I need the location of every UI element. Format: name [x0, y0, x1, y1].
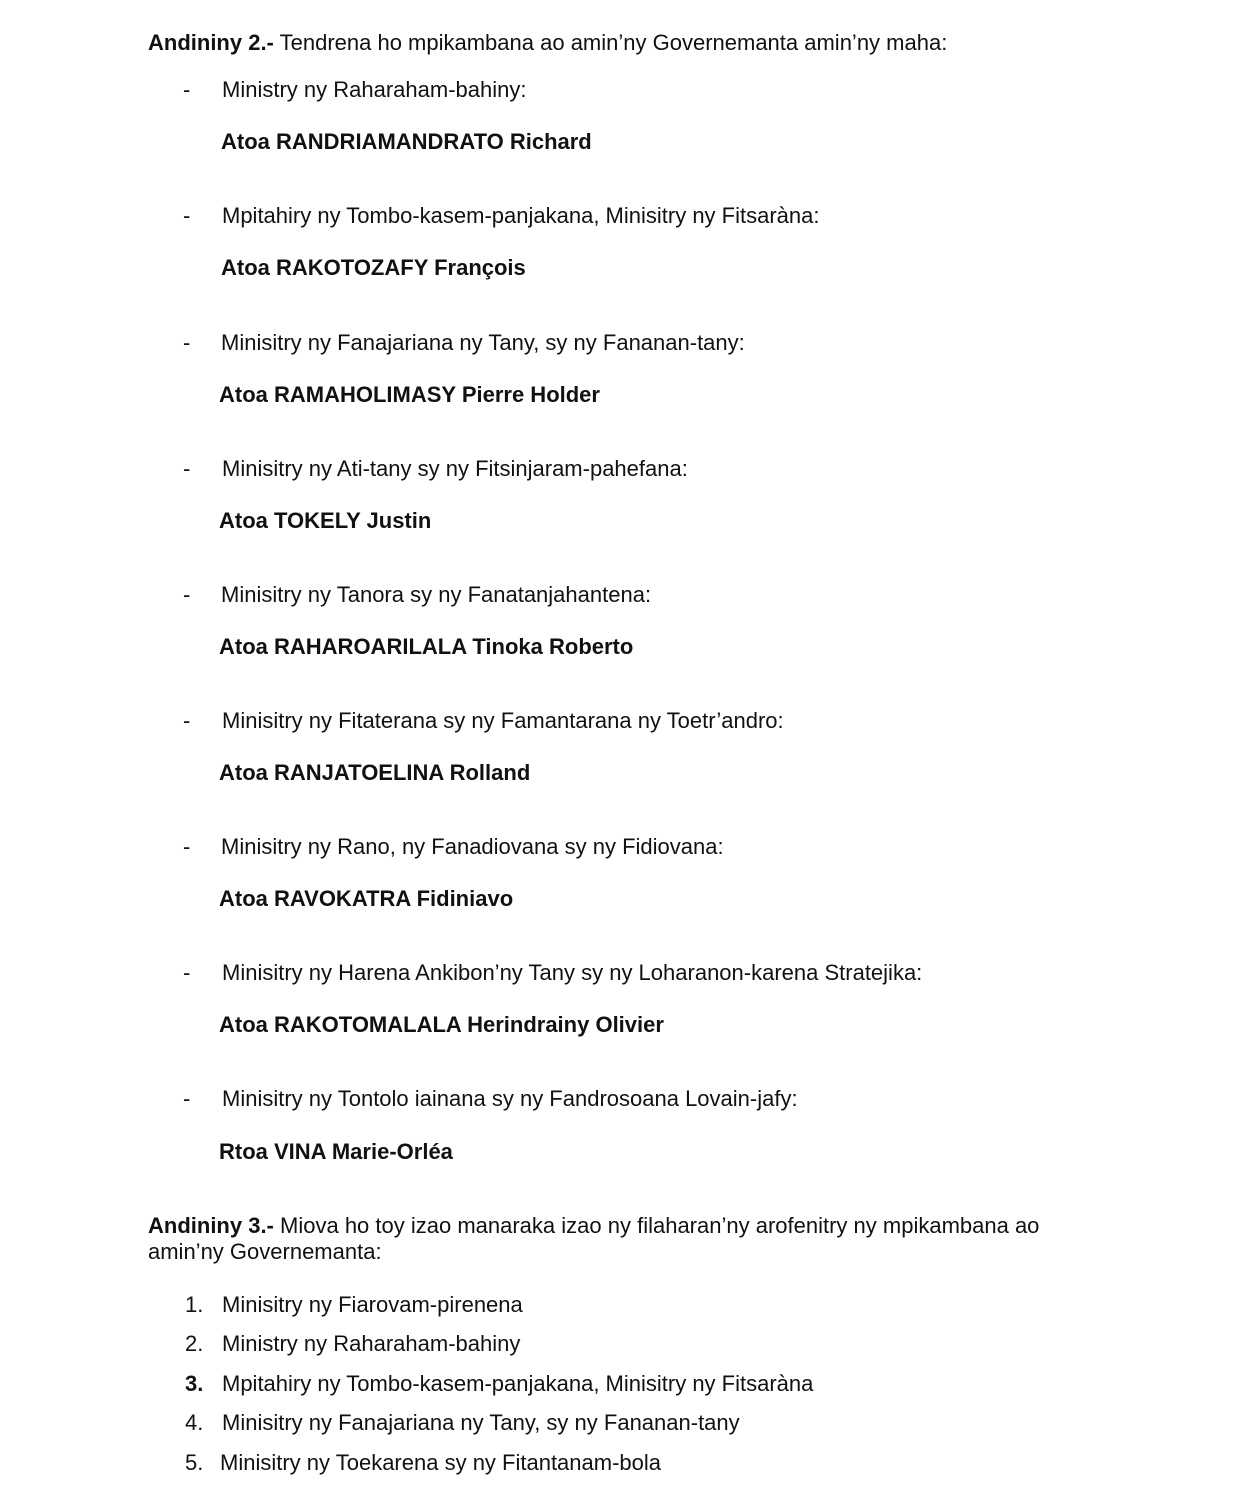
- ministry-title: Minisitry ny Fanajariana ny Tany, sy ny Fananan-tany:: [221, 330, 745, 355]
- list-item: Minisitry ny Fanajariana ny Tany, sy ny Fananan-tany: [222, 1410, 740, 1435]
- article3-text-continued: amin’ny Governemanta:: [148, 1239, 382, 1264]
- appointee-name: Atoa RANDRIAMANDRATO Richard: [221, 129, 592, 154]
- list-item: Minisitry ny Toekarena sy ny Fitantanam-bola: [220, 1450, 662, 1475]
- appointee-name: Rtoa VINA Marie-Orléa: [219, 1139, 453, 1164]
- ministry-title: Minisitry ny Tanora sy ny Fanatanjahantena:: [221, 582, 652, 607]
- bullet-dash: -: [183, 330, 191, 355]
- list-number: 3.: [185, 1371, 204, 1396]
- appointee-name: Atoa RAKOTOZAFY François: [221, 255, 526, 280]
- appointee-name: Atoa RAVOKATRA Fidiniavo: [219, 886, 514, 911]
- ministry-title: Minisitry ny Ati-tany sy ny Fitsinjaram-pahefana:: [222, 456, 688, 481]
- list-item: Mpitahiry ny Tombo-kasem-panjakana, Minisitry ny Fitsaràna: [222, 1371, 814, 1396]
- appointee-name: Atoa TOKELY Justin: [219, 508, 432, 533]
- bullet-dash: -: [183, 456, 191, 481]
- appointee-name: Atoa RAHAROARILALA Tinoka Roberto: [219, 634, 634, 659]
- ministry-title: Minisitry ny Rano, ny Fanadiovana sy ny Fidiovana:: [221, 834, 724, 859]
- article2-paragraph: [148, 30, 947, 56]
- article3-heading: Andininy 3.-: [148, 1213, 274, 1238]
- bullet-dash: -: [183, 708, 191, 733]
- ministry-title: Ministry ny Raharaham-bahiny:: [222, 77, 527, 102]
- appointee-name: Atoa RAKOTOMALALA Herindrainy Olivier: [219, 1012, 664, 1037]
- bullet-dash: -: [183, 1086, 191, 1111]
- list-number: 4.: [185, 1410, 204, 1435]
- bullet-dash: -: [183, 582, 191, 607]
- list-item: Ministry ny Raharaham-bahiny: [222, 1331, 521, 1356]
- list-number: 5.: [185, 1450, 204, 1475]
- article3-paragraph-line1: [148, 1213, 1039, 1239]
- bullet-dash: -: [183, 203, 191, 228]
- bullet-dash: -: [183, 960, 191, 985]
- list-item: Minisitry ny Fiarovam-pirenena: [222, 1292, 523, 1317]
- bullet-dash: -: [183, 77, 191, 102]
- bullet-dash: -: [183, 834, 191, 859]
- appointee-name: Atoa RANJATOELINA Rolland: [219, 760, 531, 785]
- article3-text: Miova ho toy izao manaraka izao ny filaharan’ny arofenitry ny mpikambana ao: [280, 1213, 1040, 1238]
- ministry-title: Mpitahiry ny Tombo-kasem-panjakana, Minisitry ny Fitsaràna:: [222, 203, 820, 228]
- article2-heading: Andininy 2.-: [148, 30, 274, 55]
- article2-text: Tendrena ho mpikambana ao amin’ny Governemanta amin’ny maha:: [279, 30, 948, 55]
- ministry-title: Minisitry ny Tontolo iainana sy ny Fandrosoana Lovain-jafy:: [222, 1086, 798, 1111]
- ministry-title: Minisitry ny Fitaterana sy ny Famantarana ny Toetr’andro:: [222, 708, 784, 733]
- list-number: 2.: [185, 1331, 204, 1356]
- ministry-title: Minisitry ny Harena Ankibon’ny Tany sy ny Loharanon-karena Stratejika:: [222, 960, 923, 985]
- list-number: 1.: [185, 1292, 204, 1317]
- appointee-name: Atoa RAMAHOLIMASY Pierre Holder: [219, 382, 600, 407]
